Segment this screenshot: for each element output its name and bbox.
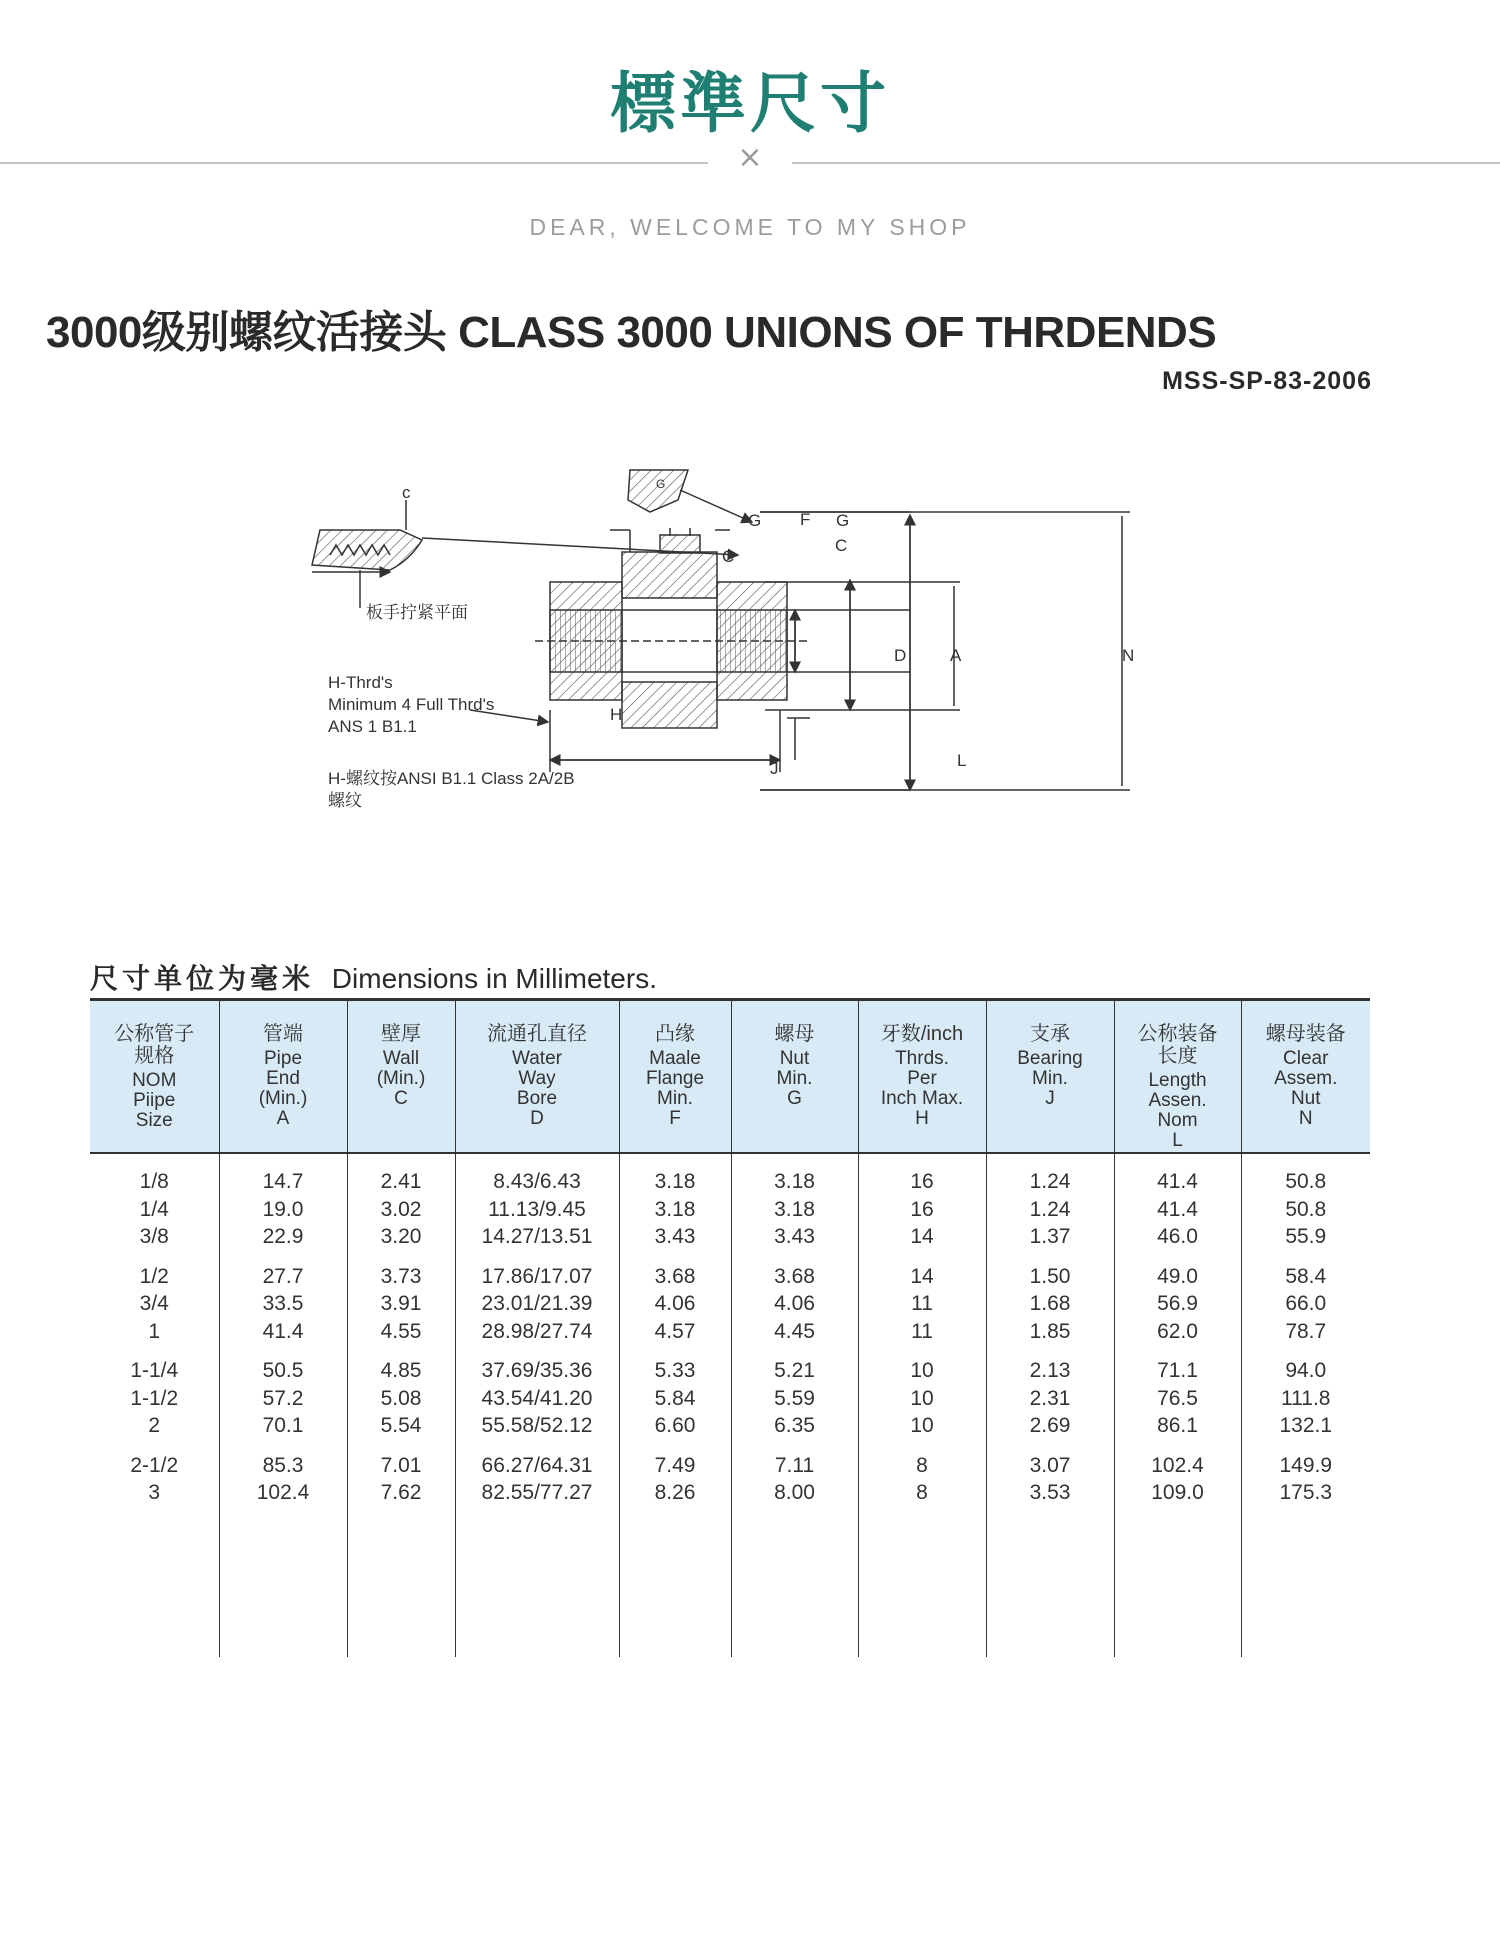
table-cell-column: [1114, 1251, 1241, 1346]
column-header: [986, 1000, 1114, 1154]
column-header-en: NOM Piipe Size: [132, 1070, 177, 1131]
thread-detail-c: [312, 500, 422, 608]
divider-line-left: [0, 162, 708, 164]
table-cell-column: [347, 1251, 455, 1346]
table-cell: 49.0: [1157, 1264, 1198, 1288]
table-cell: 82.55/77.27: [481, 1481, 593, 1504]
table-cell: 2.69: [1029, 1414, 1071, 1437]
table-cell: 17.86/17.07: [481, 1264, 593, 1288]
table-cell: 14.27/13.51: [481, 1225, 593, 1248]
table-cell: 4.06: [774, 1292, 815, 1315]
table-cell-column: [347, 1153, 455, 1251]
table-cell-column: [90, 1440, 219, 1507]
table-cell: 1.24: [1029, 1170, 1071, 1193]
diagram-label-C-right: C: [835, 536, 848, 555]
table-cell: 2.13: [1029, 1359, 1071, 1382]
table-cell: 3/4: [139, 1292, 169, 1315]
table-cell: 14.7: [262, 1170, 304, 1193]
table-cell-column: [219, 1440, 347, 1507]
table-cell: 3.73: [380, 1264, 422, 1288]
table-spacer-cell: [731, 1507, 858, 1657]
table-cell-column: [619, 1440, 731, 1507]
table-spacer-row: [90, 1507, 1370, 1657]
table-cell: 5.59: [774, 1386, 815, 1410]
table-cell: 85.3: [262, 1453, 304, 1477]
table-cell-column: [347, 1345, 455, 1440]
column-header-cn: 支承: [1030, 1023, 1070, 1045]
column-header: [1114, 1000, 1241, 1154]
table-spacer-cell: [1241, 1507, 1370, 1657]
diagram-label-J: J: [770, 759, 779, 778]
table-spacer-cell: [1114, 1507, 1241, 1657]
table-cell: 2.31: [1029, 1386, 1071, 1410]
table-cell: 2-1/2: [130, 1453, 179, 1477]
table-cell: 66.0: [1285, 1292, 1327, 1315]
table-cell: 3.91: [380, 1292, 422, 1315]
dimensions-table: [90, 998, 1370, 1657]
table-cell: 1.37: [1029, 1225, 1071, 1248]
table-cell: 149.9: [1279, 1453, 1333, 1477]
welcome-text: DEAR, WELCOME TO MY SHOP: [529, 214, 971, 240]
column-header-en: Maale Flange Min. F: [645, 1048, 705, 1129]
table-cell-column: [731, 1440, 858, 1507]
column-header-cn: 公称管子 规格: [114, 1023, 195, 1067]
units-note-en: Dimensions in Millimeters.: [331, 963, 657, 994]
diagram-label-G: G: [748, 511, 762, 530]
diagram-label-h-cn-1: H-螺纹按ANSI B1.1 Class 2A/2B: [328, 769, 575, 788]
table-cell: 6.60: [654, 1414, 696, 1437]
table-cell-column: [1114, 1440, 1241, 1507]
table-cell: 3.18: [654, 1170, 696, 1193]
table-cell: 5.84: [654, 1386, 696, 1410]
table-cell-column: [455, 1153, 619, 1251]
table-cell: 3.02: [380, 1197, 422, 1221]
table-spacer-cell: [619, 1507, 731, 1657]
table-cell: 3.18: [654, 1197, 696, 1221]
table-row-group: [90, 1251, 1370, 1346]
diagram-label-N: N: [1122, 646, 1135, 665]
column-header: [219, 1000, 347, 1154]
diagram-label-A: A: [950, 646, 962, 665]
table-cell: 1.85: [1029, 1319, 1071, 1343]
table-cell: 33.5: [262, 1292, 304, 1315]
column-header-cn: 螺母装备: [1265, 1023, 1346, 1045]
column-header: [90, 1000, 219, 1154]
table-cell: 7.11: [774, 1453, 815, 1477]
table-cell: 50.8: [1285, 1170, 1327, 1193]
table-cell: 2.41: [380, 1170, 422, 1193]
table-cell: 102.4: [256, 1481, 310, 1504]
table-cell-column: [986, 1153, 1114, 1251]
table-cell: 5.54: [380, 1414, 422, 1437]
table-cell: 22.9: [262, 1225, 304, 1248]
table-cell: 14: [910, 1225, 934, 1248]
table-cell-column: [455, 1345, 619, 1440]
table-cell-column: [731, 1345, 858, 1440]
table-cell: 1: [148, 1319, 161, 1343]
table-cell-column: [986, 1440, 1114, 1507]
table-cell: 11: [911, 1319, 933, 1343]
table-cell-column: [731, 1153, 858, 1251]
table-cell: 14: [910, 1264, 934, 1288]
table-cell: 11: [911, 1292, 933, 1315]
table-cell: 10: [910, 1359, 934, 1382]
table-spacer-cell: [347, 1507, 455, 1657]
table-cell: 3.18: [774, 1197, 815, 1221]
table-cell: 16: [910, 1197, 934, 1221]
table-cell: 102.4: [1151, 1453, 1204, 1477]
table-cell: 28.98/27.74: [481, 1319, 593, 1343]
table-cell: 3.18: [774, 1170, 815, 1193]
diagram-label-c: c: [402, 483, 411, 502]
table-cell-column: [1241, 1251, 1370, 1346]
diagram-label-F: F: [800, 510, 811, 529]
table-cell-column: [986, 1251, 1114, 1346]
table-cell: 3.20: [380, 1225, 422, 1248]
table-cell: 8: [916, 1453, 928, 1477]
table-cell: 10: [910, 1414, 934, 1437]
table-cell: 76.5: [1157, 1386, 1198, 1410]
table-cell-column: [219, 1345, 347, 1440]
table-cell: 5.08: [380, 1386, 422, 1410]
table-spacer-cell: [858, 1507, 986, 1657]
table-cell: 23.01/21.39: [481, 1292, 593, 1315]
table-cell-column: [858, 1345, 986, 1440]
table-cell: 3.68: [654, 1264, 696, 1288]
divider-line-right: [792, 162, 1500, 164]
diagram-label-min-thrds: Minimum 4 Full Thrd's: [328, 695, 495, 714]
table-cell-column: [619, 1153, 731, 1251]
table-cell: 46.0: [1157, 1225, 1198, 1248]
table-cell: 62.0: [1157, 1319, 1198, 1343]
table-cell: 111.8: [1281, 1386, 1331, 1410]
table-cell-column: [858, 1153, 986, 1251]
table-cell: 4.57: [654, 1319, 696, 1343]
table-cell: 132.1: [1279, 1414, 1333, 1437]
table-cell-column: [619, 1345, 731, 1440]
table-cell: 41.4: [1157, 1197, 1198, 1221]
column-header-en: Nut Min. G: [776, 1048, 813, 1109]
table-cell: 1-1/4: [130, 1359, 179, 1382]
table-cell-column: [1241, 1345, 1370, 1440]
table-cell-column: [90, 1345, 219, 1440]
table-cell-column: [858, 1440, 986, 1507]
table-cell: 8: [916, 1481, 928, 1504]
table-cell: 1.24: [1029, 1197, 1071, 1221]
table-cell: 2: [148, 1414, 161, 1437]
table-cell-column: [1114, 1153, 1241, 1251]
column-header-cn: 凸缘: [655, 1023, 695, 1045]
table-cell: 109.0: [1151, 1481, 1204, 1504]
table-cell: 3.53: [1029, 1481, 1071, 1504]
diagram-label-G-right: G: [836, 511, 850, 530]
diagram-label-D: D: [894, 646, 907, 665]
column-header-en: Thrds. Per Inch Max. H: [880, 1048, 964, 1129]
table-cell: 55.58/52.12: [481, 1414, 593, 1437]
table-cell-column: [731, 1251, 858, 1346]
dimensions-table-wrap: [90, 998, 1370, 1657]
table-cell: 4.45: [774, 1319, 815, 1343]
product-title: 3000级别螺纹活接头 CLASS 3000 UNIONS OF THRDENDS: [46, 308, 1217, 357]
table-cell: 3/8: [139, 1225, 169, 1248]
table-cell: 5.33: [654, 1359, 696, 1382]
table-cell: 4.85: [380, 1359, 422, 1382]
union-technical-drawing: [310, 460, 1170, 830]
diagram-label-h-cn-2: 螺纹: [328, 791, 362, 810]
table-cell: 37.69/35.36: [481, 1359, 593, 1382]
table-cell: 8.26: [654, 1481, 696, 1504]
diagram-label-wrench-flat: 板手拧紧平面: [366, 603, 468, 622]
diagram-label-H: H: [610, 705, 623, 724]
table-cell: 1.50: [1029, 1264, 1071, 1288]
close-icon: ×: [737, 140, 763, 175]
column-header-en: Bearing Min. J: [1017, 1048, 1083, 1109]
column-header: [858, 1000, 986, 1154]
table-cell: 3.07: [1029, 1453, 1071, 1477]
table-spacer-cell: [219, 1507, 347, 1657]
table-cell: 8.00: [774, 1481, 815, 1504]
diagram-label-g-box: G: [656, 477, 666, 491]
column-header: [1241, 1000, 1370, 1154]
table-cell: 27.7: [262, 1264, 304, 1288]
column-header: [347, 1000, 455, 1154]
table-cell-column: [1241, 1153, 1370, 1251]
table-cell: 86.1: [1157, 1414, 1198, 1437]
table-cell-column: [347, 1440, 455, 1507]
table-cell: 19.0: [262, 1197, 304, 1221]
table-cell: 11.13/9.45: [488, 1197, 586, 1221]
table-cell: 1/8: [139, 1170, 169, 1193]
table-cell-column: [455, 1440, 619, 1507]
table-cell: 71.1: [1157, 1359, 1198, 1382]
table-spacer-cell: [455, 1507, 619, 1657]
column-header-cn: 管端: [263, 1023, 303, 1045]
table-row-group: [90, 1153, 1370, 1251]
column-header-en: Water Way Bore D: [512, 1048, 562, 1129]
table-cell: 70.1: [262, 1414, 304, 1437]
union-body-section: [535, 535, 810, 728]
table-cell: 57.2: [262, 1386, 304, 1410]
table-cell: 1/4: [139, 1197, 169, 1221]
table-cell: 3: [148, 1481, 161, 1504]
column-header: [455, 1000, 619, 1154]
table-cell: 1-1/2: [130, 1386, 179, 1410]
table-spacer-cell: [90, 1507, 219, 1657]
column-header-cn: 公称装备 长度: [1137, 1023, 1218, 1067]
table-cell: 7.49: [654, 1453, 696, 1477]
table-header-row: [90, 1000, 1370, 1154]
column-header-en: Pipe End (Min.) A: [258, 1048, 308, 1129]
table-cell: 6.35: [774, 1414, 815, 1437]
column-header-cn: 壁厚: [381, 1023, 421, 1045]
table-cell: 3.68: [774, 1264, 815, 1288]
table-cell-column: [1241, 1440, 1370, 1507]
diagram-label-h-thrds: H-Thrd's: [328, 673, 393, 692]
shop-title: 標準尺寸: [610, 64, 890, 142]
table-cell: 66.27/64.31: [481, 1453, 593, 1477]
table-cell: 175.3: [1279, 1481, 1333, 1504]
table-cell: 94.0: [1285, 1359, 1327, 1382]
table-cell-column: [619, 1251, 731, 1346]
units-note-cn: 尺寸单位为毫米: [90, 963, 315, 994]
table-cell: 3.43: [654, 1225, 696, 1248]
table-cell: 3.43: [774, 1225, 815, 1248]
table-cell: 4.55: [380, 1319, 422, 1343]
column-header-en: Length Assen. Nom L: [1148, 1070, 1207, 1151]
table-cell: 7.62: [380, 1481, 422, 1504]
table-cell: 41.4: [262, 1319, 304, 1343]
table-cell: 78.7: [1285, 1319, 1327, 1343]
table-spacer-cell: [986, 1507, 1114, 1657]
table-cell: 56.9: [1157, 1292, 1198, 1315]
table-cell: 10: [910, 1386, 934, 1410]
table-cell: 50.5: [262, 1359, 304, 1382]
table-cell: 1/2: [139, 1264, 169, 1288]
table-cell: 5.21: [774, 1359, 815, 1382]
table-cell-column: [455, 1251, 619, 1346]
diagram-label-C-left: C: [722, 547, 735, 566]
table-cell-column: [90, 1153, 219, 1251]
table-cell-column: [858, 1251, 986, 1346]
table-cell-column: [986, 1345, 1114, 1440]
table-cell: 55.9: [1285, 1225, 1327, 1248]
table-cell: 43.54/41.20: [481, 1386, 593, 1410]
column-header-cn: 流通孔直径: [487, 1023, 587, 1045]
table-cell: 1.68: [1029, 1292, 1071, 1315]
table-cell: 50.8: [1285, 1197, 1327, 1221]
diagram-label-L: L: [957, 751, 967, 770]
column-header: [731, 1000, 858, 1154]
table-cell: 8.43/6.43: [493, 1170, 581, 1193]
table-cell: 41.4: [1157, 1170, 1198, 1193]
diagram-label-ansi: ANS 1 B1.1: [328, 717, 417, 736]
table-cell-column: [1114, 1345, 1241, 1440]
column-header: [619, 1000, 731, 1154]
thread-detail-g: [628, 470, 752, 522]
column-header-en: Clear Assem. Nut N: [1274, 1048, 1338, 1129]
units-note: [90, 957, 657, 997]
table-cell-column: [219, 1251, 347, 1346]
table-row-group: [90, 1345, 1370, 1440]
table-cell: 7.01: [380, 1453, 422, 1477]
table-cell-column: [90, 1251, 219, 1346]
table-row-group: [90, 1440, 1370, 1507]
column-header-cn: 螺母: [774, 1023, 815, 1045]
table-cell: 4.06: [654, 1292, 696, 1315]
table-cell-column: [219, 1153, 347, 1251]
column-header-en: Wall (Min.) C: [376, 1048, 426, 1109]
column-header-cn: 牙数/inch: [880, 1023, 964, 1045]
table-cell: 16: [910, 1170, 934, 1193]
standard-code: MSS-SP-83-2006: [1162, 367, 1372, 395]
table-cell: 58.4: [1285, 1264, 1327, 1288]
